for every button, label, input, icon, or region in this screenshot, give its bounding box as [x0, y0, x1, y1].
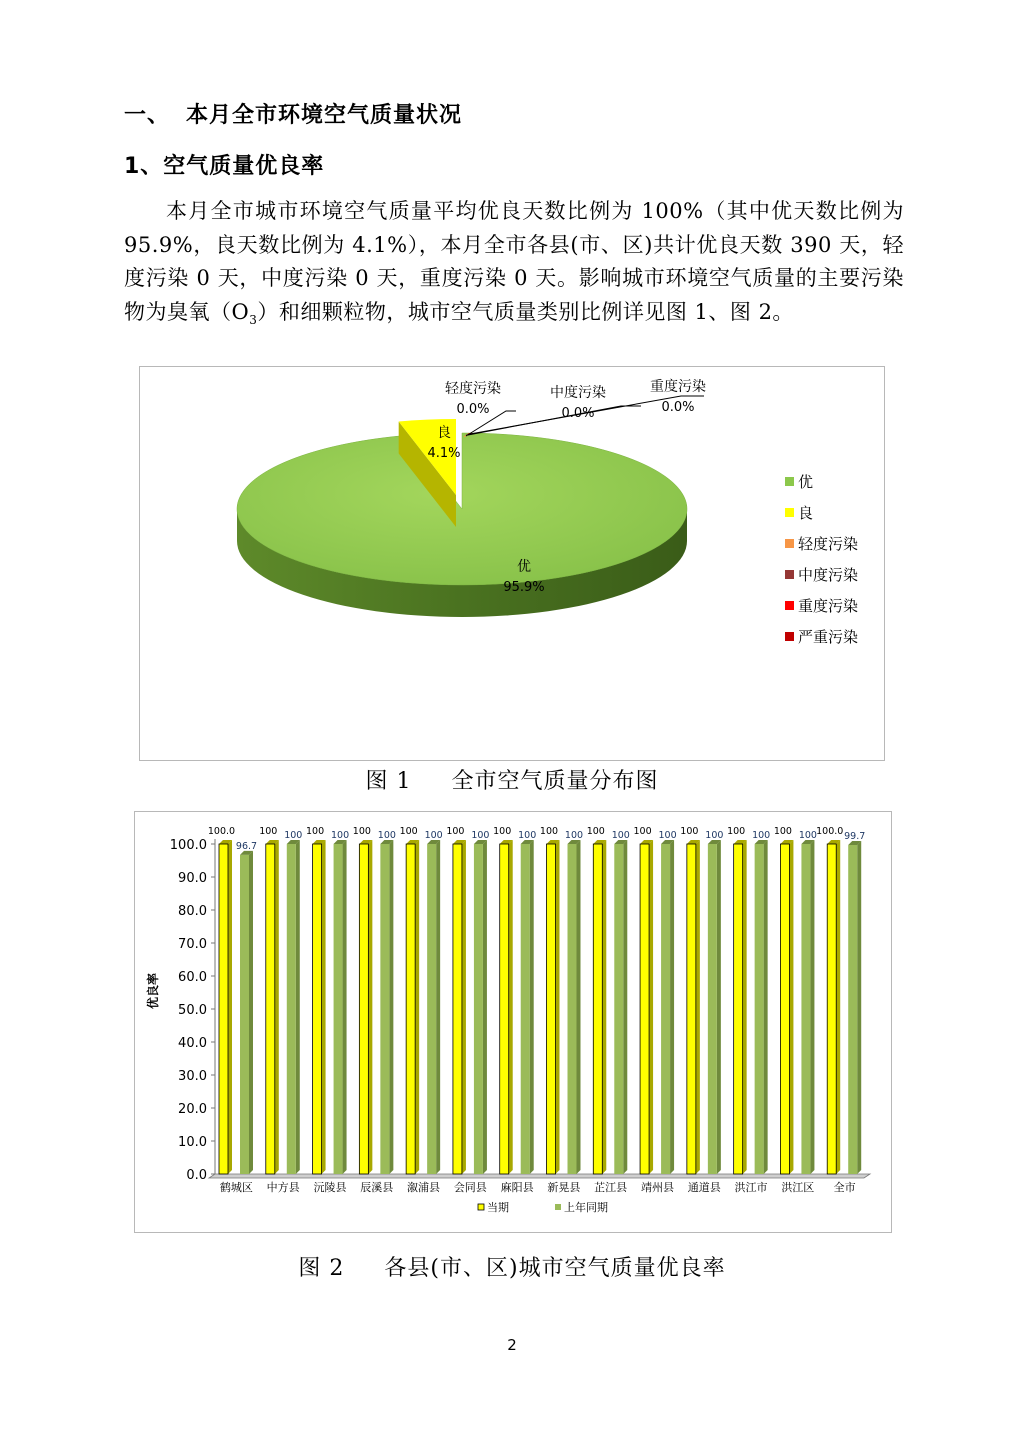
bar-value-s1-c0: 96.7: [235, 840, 258, 852]
bar-side-s1-c8: [623, 840, 627, 1174]
x-tick-label-3: 辰溪县: [360, 1181, 394, 1194]
bar-s1-c1: [287, 844, 296, 1174]
legend-label-2: 轻度污染: [798, 535, 859, 553]
bar-s0-c5: [453, 844, 462, 1174]
y-tick-label: 40.0: [178, 1036, 207, 1051]
x-tick-label-0: 鹤城区: [219, 1181, 253, 1194]
bar-s1-c3: [380, 844, 389, 1174]
bar-side-s1-c4: [436, 840, 440, 1174]
leader-line-moderate: [468, 406, 641, 435]
bar-side-s0-c5: [462, 840, 466, 1174]
figure2-label: 图 2: [298, 1256, 345, 1281]
bar-s1-c2: [334, 844, 343, 1174]
bar-value-s0-c7: 100: [539, 826, 559, 837]
bar-value-s0-c3: 100: [352, 826, 371, 837]
bar-side-s1-c11: [764, 840, 768, 1174]
bar-value-s1-c10: 100: [705, 830, 724, 841]
bar-value-s0-c10: 100: [680, 826, 699, 837]
bar-side-s0-c11: [743, 840, 747, 1174]
y-tick-label: 10.0: [178, 1135, 207, 1150]
bar-value-s1-c7: 100: [564, 830, 584, 841]
bar-s1-c4: [427, 844, 436, 1174]
bar-s0-c10: [687, 844, 696, 1174]
bar-side-s1-c6: [530, 840, 534, 1174]
legend-label-5: 严重污染: [798, 628, 859, 646]
legend-swatch-0: [785, 477, 794, 486]
bar-side-s1-c3: [389, 840, 393, 1174]
section-number: 一、: [124, 103, 171, 128]
y-tick-label: 70.0: [178, 937, 207, 952]
pie-value-good: 4.1%: [427, 446, 461, 461]
x-tick-label-8: 芷江县: [594, 1181, 628, 1194]
pie-label-moderate: 中度污染: [550, 385, 606, 401]
figure1-caption: [0, 764, 1024, 795]
bar-side-s0-c13: [836, 840, 840, 1174]
bar-value-s1-c9: 100: [658, 830, 677, 841]
pie-chart: [140, 367, 884, 760]
bar-value-s0-c8: 100: [586, 826, 605, 837]
bar-value-s0-c13: 100.0: [816, 826, 844, 837]
pie-label-heavy: 重度污染: [650, 379, 706, 395]
ozone-subscript: 3: [249, 312, 258, 327]
pie-value-moderate: 0.0%: [561, 406, 595, 421]
x-tick-label-2: 沅陵县: [313, 1181, 347, 1194]
bar-s0-c3: [359, 844, 368, 1174]
bar-value-s0-c9: 100: [633, 826, 652, 837]
section-title: 本月全市环境空气质量状况: [186, 103, 463, 128]
figure1-label: 图 1: [365, 769, 412, 794]
x-tick-label-5: 会同县: [453, 1181, 487, 1194]
y-tick-label: 80.0: [178, 904, 207, 919]
bar-legend-label-0: 当期: [487, 1201, 509, 1214]
legend-label-0: 优: [798, 473, 814, 491]
y-tick-label: 30.0: [178, 1069, 207, 1084]
bar-s0-c0: [219, 844, 228, 1174]
x-tick-label-9: 靖州县: [640, 1181, 674, 1194]
figure2-caption: [0, 1251, 1024, 1282]
bar-value-s0-c4: 100: [399, 826, 418, 837]
paragraph-text-2: ）和细颗粒物，城市空气质量类别比例详见图 1、图 2。: [257, 299, 794, 324]
bar-s0-c6: [500, 844, 509, 1174]
bar-side-s1-c12: [810, 840, 814, 1174]
bar-legend-swatch-0: [478, 1204, 484, 1210]
y-tick-label: 20.0: [178, 1102, 207, 1117]
bar-side-s0-c8: [602, 840, 606, 1174]
x-tick-label-13: 全市: [833, 1181, 856, 1194]
bar-side-s0-c1: [275, 840, 279, 1174]
x-tick-label-4: 溆浦县: [407, 1181, 441, 1194]
bar-value-s0-c1: 100: [259, 826, 278, 837]
bar-s1-c5: [474, 844, 483, 1174]
bar-value-s1-c12: 100: [798, 830, 817, 841]
bar-chart-frame: [134, 811, 892, 1233]
page-number: 2: [507, 1336, 517, 1354]
bar-side-s0-c2: [322, 840, 326, 1174]
bar-side-s1-c9: [670, 840, 674, 1174]
bar-side-s1-c0: [249, 851, 253, 1174]
x-tick-label-6: 麻阳县: [500, 1181, 534, 1194]
x-tick-label-11: 洪江市: [734, 1181, 768, 1194]
bar-legend-label-1: 上年同期: [564, 1201, 608, 1214]
pie-chart-frame: [139, 366, 885, 761]
bar-legend-swatch-1: [555, 1204, 561, 1210]
y-tick-label: 100.0: [169, 838, 207, 853]
bar-value-s1-c5: 100: [471, 830, 490, 841]
section-heading: [124, 98, 462, 129]
bar-s1-c11: [755, 844, 764, 1174]
summary-paragraph: [124, 195, 904, 329]
legend-swatch-5: [785, 632, 794, 641]
bar-s0-c7: [547, 844, 556, 1174]
bar-chart: [135, 812, 891, 1232]
y-tick-label: 90.0: [178, 871, 207, 886]
bar-value-s0-c0: 100.0: [207, 826, 236, 837]
y-tick-label: 50.0: [178, 1003, 207, 1018]
bar-s0-c9: [640, 844, 649, 1174]
bar-value-s1-c8: 100: [611, 830, 630, 841]
bar-value-s0-c5: 100: [446, 826, 465, 837]
paragraph-text-1: 本月全市城市环境空气质量平均优良天数比例为 100%（其中优天数比例为 95.9%，良天数比例为 4.1%），本月全市各县(市、区)共计优良天数 390 天，轻度污染 0 天，中度污染 0 天，重度污染 0 天。影响城市环境空气质量的主要污染物为臭氧（O: [124, 199, 904, 324]
bar-s1-c10: [708, 844, 717, 1174]
bar-value-s1-c11: 100: [752, 830, 771, 841]
y-tick-label: 0.0: [186, 1168, 207, 1183]
figure1-title: 全市空气质量分布图: [451, 769, 659, 794]
bar-side-s1-c5: [483, 840, 487, 1174]
bar-value-s1-c13: 99.7: [844, 830, 866, 842]
bar-s1-c7: [568, 844, 577, 1174]
bar-value-s0-c2: 100: [306, 826, 325, 837]
bar-floor: [209, 1174, 870, 1178]
pie-label-excellent: 优: [517, 559, 531, 575]
bar-s0-c1: [266, 844, 275, 1174]
bar-side-s0-c0: [228, 840, 232, 1174]
bar-side-s1-c2: [343, 840, 347, 1174]
bar-value-s1-c1: 100: [284, 830, 303, 841]
bar-s0-c4: [406, 844, 415, 1174]
bar-side-s1-c10: [717, 840, 721, 1174]
bar-s0-c11: [734, 844, 743, 1174]
pie-value-light: 0.0%: [456, 402, 490, 417]
bar-value-s1-c3: 100: [377, 830, 396, 841]
bar-s0-c13: [827, 844, 836, 1174]
bar-side-s0-c7: [556, 840, 560, 1174]
bar-s1-c13: [848, 845, 857, 1174]
bar-s0-c12: [780, 844, 789, 1174]
bar-value-s0-c11: 100: [727, 826, 746, 837]
bar-side-s0-c3: [368, 840, 372, 1174]
legend-label-3: 中度污染: [798, 566, 859, 584]
pie-value-heavy: 0.0%: [661, 400, 695, 415]
legend-swatch-4: [785, 601, 794, 610]
pie-label-good: 良: [437, 425, 451, 441]
bar-side-s0-c9: [649, 840, 653, 1174]
bar-side-s1-c7: [577, 840, 581, 1174]
legend-swatch-3: [785, 570, 794, 579]
pie-slice-excellent: [237, 433, 687, 585]
figure2-title: 各县(市、区)城市空气质量优良率: [384, 1256, 726, 1281]
bar-side-s1-c1: [296, 840, 300, 1174]
bar-value-s0-c6: 100: [493, 826, 512, 837]
subsection-heading: 1、空气质量优良率: [124, 154, 325, 179]
x-tick-label-10: 通道县: [687, 1181, 721, 1194]
bar-s1-c8: [614, 844, 623, 1174]
bar-value-s1-c4: 100: [424, 830, 443, 841]
legend-swatch-2: [785, 539, 794, 548]
legend-label-4: 重度污染: [798, 597, 859, 615]
bar-side-s0-c10: [696, 840, 700, 1174]
bar-s1-c0: [240, 855, 249, 1174]
bar-value-s1-c2: 100: [331, 830, 350, 841]
bar-side-s0-c6: [509, 840, 513, 1174]
bar-s1-c12: [801, 844, 810, 1174]
bar-side-s1-c13: [857, 841, 861, 1174]
bar-s1-c6: [521, 844, 530, 1174]
bar-side-s0-c4: [415, 840, 419, 1174]
bar-side-s0-c12: [789, 840, 793, 1174]
x-tick-label-7: 新晃县: [547, 1181, 581, 1194]
x-tick-label-12: 洪江区: [781, 1181, 815, 1194]
bar-s0-c8: [593, 844, 602, 1174]
pie-label-light: 轻度污染: [445, 381, 501, 397]
pie-value-excellent: 95.9%: [503, 580, 545, 595]
y-tick-label: 60.0: [178, 970, 207, 985]
bar-value-s1-c6: 100: [518, 830, 537, 841]
bar-value-s0-c12: 100: [773, 826, 792, 837]
y-axis-title: 优良率: [146, 972, 160, 1010]
x-tick-label-1: 中方县: [266, 1181, 300, 1194]
bar-s0-c2: [313, 844, 322, 1174]
legend-label-1: 良: [798, 504, 814, 522]
bar-s1-c9: [661, 844, 670, 1174]
legend-swatch-1: [785, 508, 794, 517]
